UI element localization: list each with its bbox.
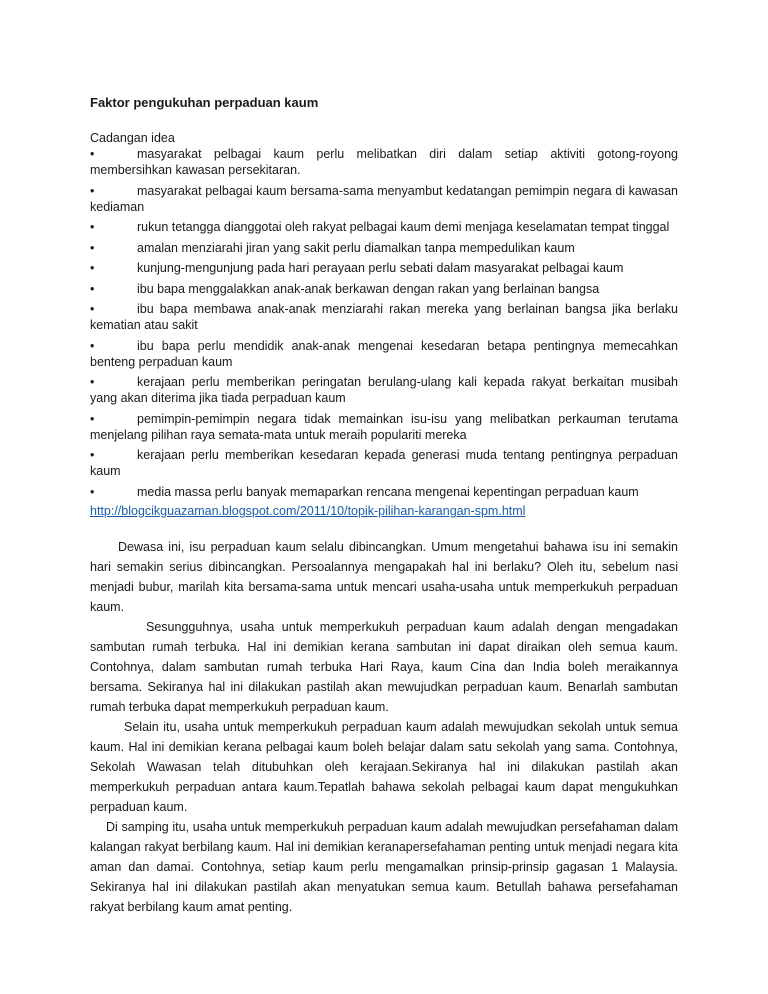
essay-paragraph: Dewasa ini, isu perpaduan kaum selalu dibincangkan. Umum mengetahui bahawa isu ini semakin hari semakin serius dibincangkan. Persoalannya mengapakah hal ini berlaku? Oleh itu, sebelum nasi menjadi bubur, marilah kita bersama-sama untuk mencari usaha-usaha untuk memperkukuh perpaduan kaum. — [90, 540, 678, 614]
list-item: • rukun tetangga dianggotai oleh rakyat pelbagai kaum demi menjaga keselamatan tempat tinggal — [90, 220, 670, 234]
bullet-icon: • — [90, 375, 95, 389]
essay-paragraph: Di samping itu, usaha untuk memperkukuh perpaduan kaum adalah mewujudkan persefahaman dalam kalangan rakyat berbilang kaum. Hal ini demikian keranapersefahaman penting untuk menjadi negara kita aman dan damai. Contohnya, setiap kaum perlu mengamalkan prinsip-prinsip gagasan 1 Malaysia. Sekiranya hal ini dilakukan pastilah akan menyatukan semua kaum. Betullah bahawa persefahaman rakyat berbilang kaum amat penting. — [90, 820, 678, 914]
list-item: • masyarakat pelbagai kaum perlu melibatkan diri dalam setiap aktiviti gotong-royong membersihkan kawasan persekitaran. — [90, 147, 678, 177]
essay-paragraph: Selain itu, usaha untuk memperkukuh perpaduan kaum adalah mewujudkan sekolah untuk semua kaum. Hal ini demikian kerana pelbagai kaum boleh belajar dalam satu sekolah yang sama. Contohnya, Sekolah Wawasan telah ditubuhkan oleh kerajaan.Sekiranya hal ini dilakukan pastilah akan memperkukuh perpaduan antara kaum.Tepatlah bahawa sekolah pelbagai kaum dapat mengukuhkan perpaduan kaum. — [90, 720, 678, 814]
bullet-icon: • — [90, 484, 95, 499]
list-item: • kunjung-mengunjung pada hari perayaan perlu sebati dalam masyarakat pelbagai kaum — [90, 261, 624, 275]
list-item: • amalan menziarahi jiran yang sakit perlu diamalkan tanpa mempedulikan kaum — [90, 240, 575, 255]
list-item: • ibu bapa perlu mendidik anak-anak mengenai kesedaran betapa pentingnya memecahkan benteng perpaduan kaum — [90, 338, 678, 369]
bullet-icon: • — [90, 220, 95, 234]
idea-list — [90, 146, 678, 500]
bullet-icon: • — [90, 302, 95, 316]
essay-paragraph: Sesungguhnya, usaha untuk memperkukuh perpaduan kaum adalah dengan mengadakan sambutan rumah terbuka. Hal ini demikian kerana sambutan ini dapat diraikan oleh semua kaum. Contohnya, dalam sambutan rumah terbuka Hari Raya, kaum Cina dan India boleh meraikannya bersama. Sekiranya hal ini dilakukan pastilah akan mewujudkan perpaduan kaum. Benarlah sambutan rumah terbuka dapat memperkukuh perpaduan kaum. — [90, 620, 678, 714]
source-link[interactable]: http://blogcikguazaman.blogspot.com/2011/10/topik-pilihan-karangan-spm.html — [90, 504, 526, 518]
section-subheading: Cadangan idea — [90, 131, 175, 145]
bullet-icon: • — [90, 261, 95, 275]
list-item: • kerajaan perlu memberikan kesedaran kepada generasi muda tentang pentingnya perpaduan kaum — [90, 448, 678, 478]
document-body — [90, 94, 678, 917]
bullet-icon: • — [90, 240, 95, 255]
bullet-icon: • — [90, 281, 95, 296]
list-item: • ibu bapa membawa anak-anak menziarahi rakan mereka yang berlainan bangsa jika berlaku kematian atau sakit — [90, 302, 678, 332]
list-item: • pemimpin-pemimpin negara tidak memainkan isu-isu yang melibatkan perkauman terutama menjelang pilihan raya semata-mata untuk meraih populariti mereka — [90, 411, 678, 442]
list-item: • kerajaan perlu memberikan peringatan berulang-ulang kali kepada rakyat berkaitan musibah yang akan diterima jika tiada perpaduan kaum — [90, 375, 678, 405]
bullet-icon: • — [90, 411, 95, 426]
document-title: Faktor pengukuhan perpaduan kaum — [90, 95, 319, 110]
bullet-icon: • — [90, 147, 95, 161]
list-item: • masyarakat pelbagai kaum bersama-sama menyambut kedatangan pemimpin negara di kawasan kediaman — [90, 183, 678, 214]
bullet-icon: • — [90, 183, 95, 198]
essay — [90, 537, 678, 917]
list-item: • ibu bapa menggalakkan anak-anak berkawan dengan rakan yang berlainan bangsa — [90, 281, 600, 296]
bullet-icon: • — [90, 448, 95, 462]
bullet-icon: • — [90, 338, 95, 353]
list-item: • media massa perlu banyak memaparkan rencana mengenai kepentingan perpaduan kaum — [90, 484, 639, 499]
